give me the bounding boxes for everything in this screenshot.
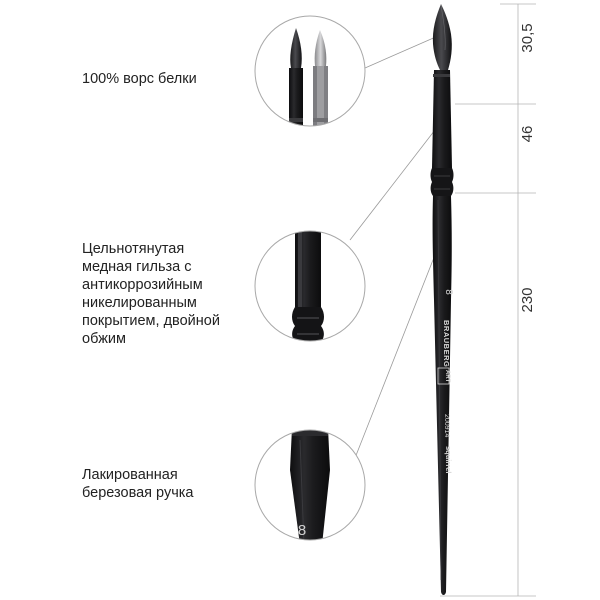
feature-line: обжим [82, 331, 126, 347]
brush-code-print: 200914 [443, 414, 450, 438]
brush-material-print: squirrel [444, 446, 453, 474]
feature-line: покрытием, двойной [82, 313, 220, 329]
feature-line: 100% ворс белки [82, 71, 197, 87]
feature-line: антикоррозийным [82, 277, 203, 293]
dimension-ferrule-value: 46 [519, 125, 536, 143]
callout-lines [350, 36, 445, 458]
brush-size-print: 8 [443, 289, 454, 295]
feature-line: медная гильза с [82, 259, 192, 275]
feature-line: Цельнотянутая [82, 241, 185, 257]
brush-brand-print: BRAUBERG [442, 320, 451, 368]
dimension-total-value: 230 [519, 287, 536, 313]
brush-image [431, 4, 454, 595]
feature-line: березовая ручка [82, 485, 194, 501]
feature-line: никелированным [82, 295, 197, 311]
feature-line: Лакированная [82, 467, 178, 483]
brush-brand-badge: ART [444, 370, 450, 383]
detail-circle-ferrule [255, 225, 365, 343]
detail-size-print: 8 [297, 522, 307, 539]
dimension-bristle-value: 30,5 [519, 23, 536, 53]
detail-circle-handle [255, 428, 365, 545]
detail-circle-bristles [255, 16, 365, 130]
